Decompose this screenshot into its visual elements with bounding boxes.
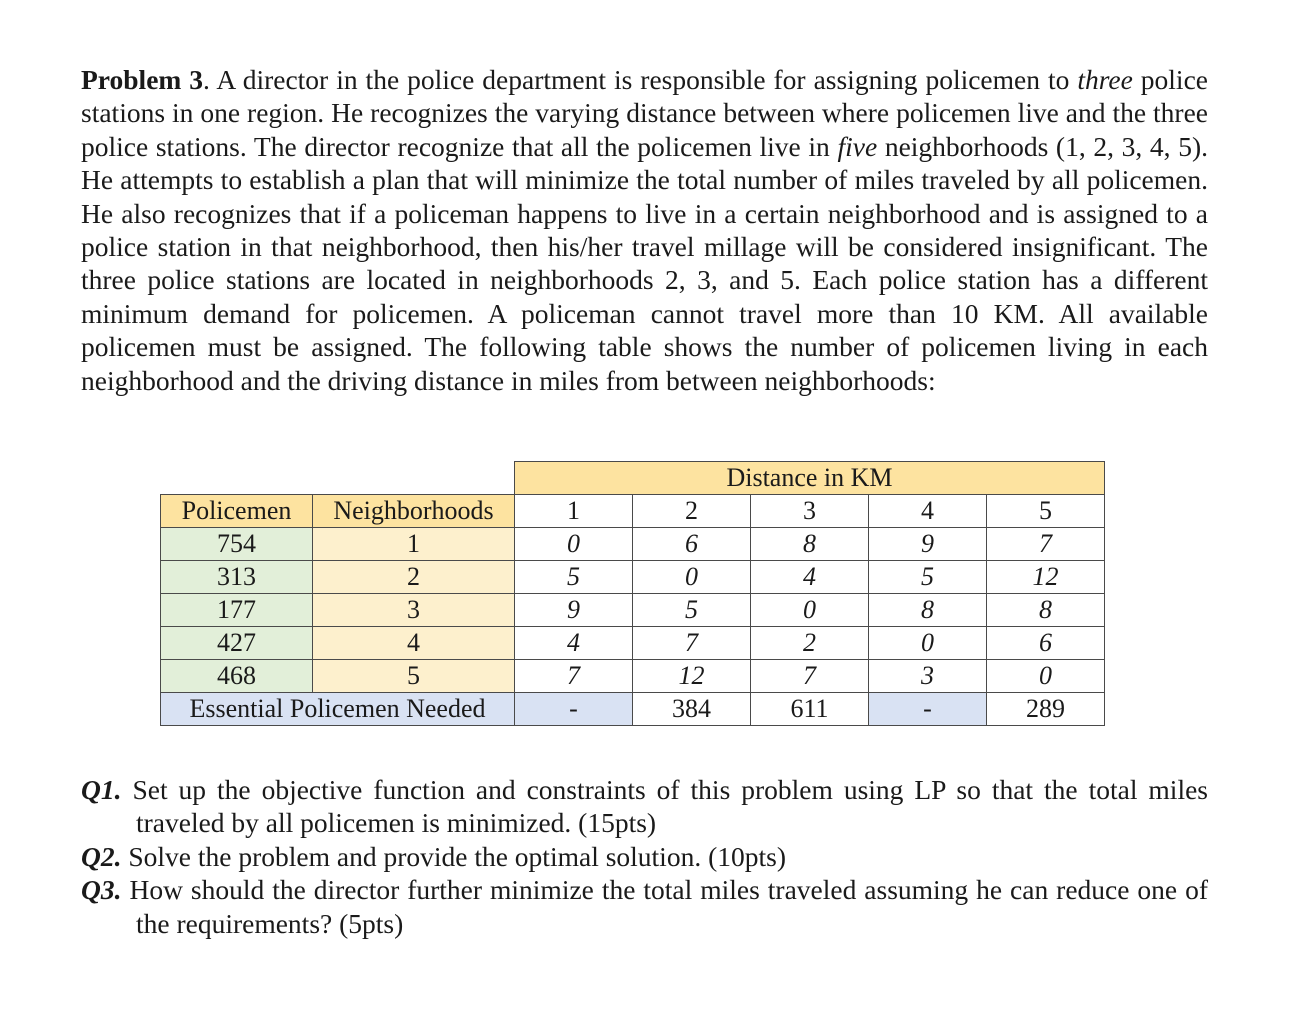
table-header-row [161,495,1105,528]
needed-value: - [869,693,987,726]
problem-label: Problem 3 [81,64,204,95]
distance-cell: 5 [515,561,633,594]
policemen-count: 427 [161,627,313,660]
distance-cell: 0 [987,660,1105,693]
distance-cell: 8 [869,594,987,627]
header-neighborhoods: Neighborhoods [313,495,515,528]
distance-cell: 7 [987,528,1105,561]
distance-cell: 6 [633,528,751,561]
problem-text-3: neighborhoods (1, 2, 3, 4, 5). He attempts to establish a plan that will minimize the total number of miles traveled by all policemen. He also recognizes that if a policeman happens to live in a certain neighborhood and is assigned to a police station in that neighborhood, then his/her travel millage will be considered insignificant. The three police stations are located in neighborhoods 2, 3, and 5. Each police station has a different minimum demand for policemen. A policeman cannot travel more than 10 KM. All available policemen must be assigned. The following table shows the number of policemen living in each neighborhood and the driving distance in miles from between neighborhoods: [81,130,1208,396]
dest-header: 2 [633,495,751,528]
distance-cell: 0 [869,627,987,660]
empty-corner [313,462,515,495]
question-label: Q1. [81,774,122,805]
distance-cell: 9 [515,594,633,627]
needed-value: 289 [987,693,1105,726]
needed-value: 611 [751,693,869,726]
dest-header: 5 [987,495,1105,528]
distance-cell: 0 [633,561,751,594]
dest-header: 4 [869,495,987,528]
distance-cell: 0 [751,594,869,627]
empty-corner [161,462,313,495]
table-header-row-distance [161,462,1105,495]
question-label: Q2. [81,840,122,872]
neighborhood-id: 1 [313,528,515,561]
distance-cell: 7 [751,660,869,693]
distance-cell: 8 [751,528,869,561]
needed-label: Essential Policemen Needed [161,693,515,726]
neighborhood-id: 4 [313,627,515,660]
neighborhood-id: 5 [313,660,515,693]
question-text: Set up the objective function and constraints of this problem using LP so that the total miles traveled by all policemen is minimized. (15pts) [121,774,1208,839]
table-row [161,561,1105,594]
problem-emphasis-three: three [1077,64,1133,95]
question-text: How should the director further minimize the total miles traveled assuming he can reduce one of the requirements? (5pts) [121,874,1208,939]
distance-cell: 3 [869,660,987,693]
table-row [161,660,1105,693]
distance-cell: 5 [869,561,987,594]
dest-header: 3 [751,495,869,528]
distance-cell: 4 [515,627,633,660]
table-row [161,594,1105,627]
distance-cell: 12 [633,660,751,693]
needed-value: 384 [633,693,751,726]
distance-cell: 7 [515,660,633,693]
distance-header: Distance in KM [515,462,1105,495]
distance-cell: 7 [633,627,751,660]
policemen-count: 754 [161,528,313,561]
problem-text-2: police stations in one region. He recognizes the varying distance between where policemen live and the three police stations. The director recognize that all the policemen live in [81,64,1208,162]
distance-cell: 0 [515,528,633,561]
distance-cell: 8 [987,594,1105,627]
distance-table [160,461,1105,726]
policemen-count: 177 [161,594,313,627]
distance-cell: 9 [869,528,987,561]
distance-cell: 6 [987,627,1105,660]
neighborhood-id: 3 [313,594,515,627]
problem-emphasis-five: five [837,130,878,162]
distance-cell: 12 [987,561,1105,594]
question-item [81,873,1208,940]
header-policemen: Policemen [161,495,313,528]
needed-row [161,693,1105,726]
problem-text-1: . A director in the police department is responsible for assigning policemen to [203,64,1078,95]
policemen-count: 313 [161,561,313,594]
neighborhood-id: 2 [313,561,515,594]
question-label: Q3. [81,874,122,906]
policemen-count: 468 [161,660,313,693]
problem-statement [81,63,1208,397]
distance-cell: 5 [633,594,751,627]
question-item [81,773,1208,840]
table-row [161,528,1105,561]
dest-header: 1 [515,495,633,528]
needed-value: - [515,693,633,726]
distance-cell: 2 [751,627,869,660]
table-row [161,627,1105,660]
questions-list [81,773,1208,940]
question-item [81,840,1208,873]
question-text: Solve the problem and provide the optimal solution. (10pts) [121,840,786,872]
distance-cell: 4 [751,561,869,594]
